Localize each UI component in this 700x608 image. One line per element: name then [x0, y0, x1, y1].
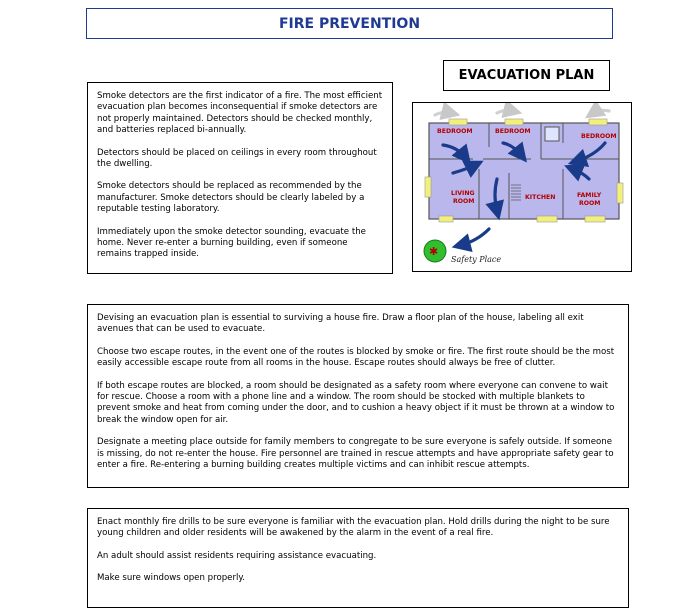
evacuation-plan-heading: EVACUATION PLAN	[458, 68, 595, 83]
paragraph: An adult should assist residents requiring assistance evacuating.	[97, 550, 377, 561]
paragraph: Make sure windows open properly.	[97, 573, 245, 584]
room-label: BEDROOM	[495, 128, 531, 135]
room-label: KITCHEN	[525, 194, 556, 201]
paragraph: Designate a meeting place outside for family members to congregate to be sure everyone is safely outside. If someone is missing, do not re-enter the house. Fire personnel are trained in rescue attempts and have appropriate safety gear to enter a fire. Re-entering a burning building creates multiple victims and can inhibit rescue attempts.	[97, 437, 614, 471]
fire-drills-box	[87, 508, 629, 608]
person-icon: ✱	[429, 245, 439, 258]
paragraph: Immediately upon the smoke detector sounding, evacuate the home. Never re-enter a burning building, even if someone remains trapped inside.	[97, 226, 366, 260]
evacuation-plan-heading-box	[443, 60, 610, 91]
paragraph: Enact monthly fire drills to be sure everyone is familiar with the evacuation plan. Hold drills during the night to be sure young children and older residents will be awakened by the alarm in the event of a real fire.	[97, 517, 610, 539]
room-label: LIVING	[451, 190, 475, 197]
page-title: FIRE PREVENTION	[278, 15, 421, 32]
evacuation-plan-box	[87, 304, 629, 488]
paragraph: Detectors should be placed on ceilings in every room throughout the dwelling.	[97, 147, 377, 170]
room-label: BEDROOM	[581, 133, 617, 140]
safety-place-label: Safety Place	[451, 255, 502, 264]
smoke-detectors-box	[87, 82, 393, 274]
page-title-box	[86, 8, 613, 39]
floor-plan-image	[412, 102, 632, 272]
room-label: BEDROOM	[437, 128, 473, 135]
paragraph: Choose two escape routes, in the event one of the routes is blocked by smoke or fire. The first route should be the most easily accessible escape route from all rooms in the house. Escape routes should always be free of clutter.	[97, 346, 615, 369]
paragraph: Devising an evacuation plan is essential to surviving a house fire. Draw a floor plan of the house, labeling all exit avenues that can be used to evacuate.	[97, 313, 584, 335]
paragraph: Smoke detectors should be replaced as recommended by the manufacturer. Smoke detectors should be clearly labeled by a reputable testing laboratory.	[97, 181, 365, 215]
room-label: ROOM	[453, 198, 475, 205]
floor-plan-diagram	[413, 103, 632, 272]
room-label: FAMILY	[577, 192, 602, 199]
paragraph: Smoke detectors are the first indicator of a fire. The most efficient evacuation plan becomes inconsequential if smoke detectors are not properly maintained. Detectors should be checked monthly, and batteries replaced bi-annually.	[97, 91, 383, 136]
paragraph: If both escape routes are blocked, a room should be designated as a safety room where everyone can convene to wait for rescue. Choose a room with a phone line and a window. The room should be stocked with multiple blankets to prevent smoke and heat from coming under the door, and to cushion a heavy object if it must be thrown at a window to break the window open for air.	[97, 380, 615, 425]
room-label: ROOM	[579, 200, 601, 207]
